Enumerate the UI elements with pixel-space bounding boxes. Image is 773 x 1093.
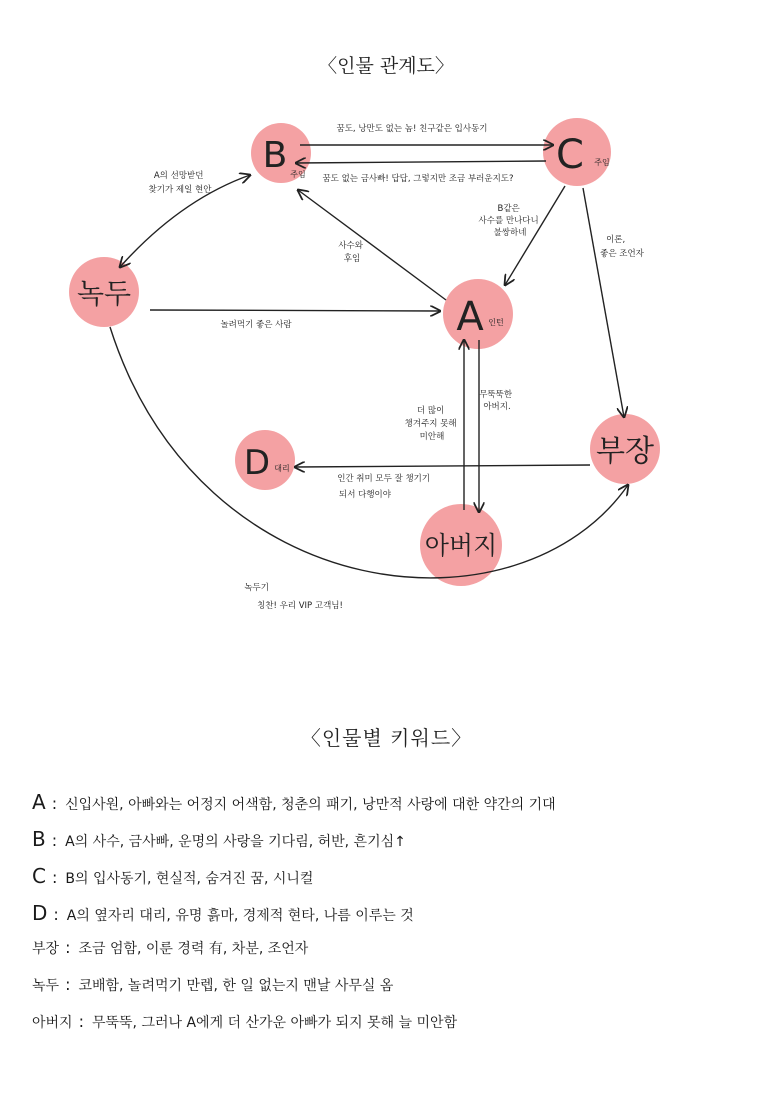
node-B [251,123,311,183]
keyword-separator: : [65,938,71,957]
keyword-text: 무뚝뚝, 그러나 A에게 더 산가운 아빠가 되지 못해 늘 미안함 [91,1015,458,1031]
node-bujang-label: 부장 [596,434,654,469]
node-A [443,279,513,349]
node-C [543,118,611,186]
node-D [235,430,295,490]
edge-label-C-to-bujang: 이론, 좋은 조언자 [600,235,644,259]
edge-A-to-B [298,190,446,300]
edge-nokdu-to-bujang [110,327,628,578]
keyword-list [32,790,762,1049]
node-A-sub: 인턴 [488,318,504,327]
keyword-key: C [32,864,46,888]
keywords-title: 〈인물별 키워드〉 [300,726,473,750]
keyword-row [32,975,762,1012]
edge-label-nokdu-to-B: A의 선망받던 찾기가 제일 현안 [148,171,212,195]
keyword-row [32,827,762,864]
keyword-separator: : [65,975,71,994]
edge-label-C-to-B: 꿈도 없는 금사빠! 답답, 그렇지만 조금 부러운지도? [322,174,514,184]
keyword-row [32,901,762,938]
node-nokdu [69,257,139,327]
keyword-separator: : [51,794,58,813]
edge-label-bujang-to-D: 인간 취미 모두 잘 챙기기 되서 다행이야 [337,474,431,500]
edge-label-nokdu-to-A: 놀려먹기 좋은 사람 [220,320,292,330]
keyword-separator: : [53,905,59,924]
edge-label-C-to-A: B같은 사수를 만나다니 불쌍하네 [478,204,539,238]
node-C-label: C [556,132,584,178]
edge-nokdu-to-A [150,310,440,311]
keyword-row [32,790,762,827]
node-nokdu-label: 녹두 [76,277,132,310]
keyword-key: D [32,901,48,925]
node-bujang [590,414,660,484]
keyword-text: 조금 엄함, 이룬 경력 有, 차분, 조언자 [78,941,309,957]
keyword-text: A의 옆자리 대리, 유명 흙마, 경제적 현타, 나름 이루는 것 [66,908,414,924]
keyword-row [32,864,762,901]
edge-C-to-B [296,161,546,163]
edge-label-nokdu-to-bujang: 녹두기 칭찬! 우리 VIP 고객님! [244,583,343,611]
keyword-key: A [32,790,46,814]
edge-bujang-to-D [295,465,590,467]
edge-label-A-to-B: 사수와 후임 [338,241,363,264]
edge-label-father-to-A: 더 많이 챙겨주지 못해 미안해 [404,406,457,442]
node-A-label: A [456,294,484,340]
node-father [420,504,502,586]
node-father-label: 아버지 [424,531,498,560]
keyword-text: 코배함, 놀려먹기 만렙, 한 일 없는지 맨날 사무실 옴 [78,978,394,994]
node-D-sub: 대리 [274,464,290,473]
node-B-sub: 주임 [290,170,306,179]
node-D-label: D [243,443,271,483]
keyword-separator: : [51,868,58,887]
node-B-label: B [262,135,288,176]
keyword-key: 녹두 [32,978,60,994]
keyword-key: 부장 [32,941,60,957]
keyword-row [32,1012,762,1049]
diagram-title: 〈인물 관계도〉 [318,55,454,77]
keyword-text: B의 입사동기, 현실적, 숨겨진 꿈, 시니컬 [65,871,314,887]
keyword-separator: : [51,831,58,850]
keyword-separator: : [78,1012,84,1031]
keyword-text: A의 사수, 금사빠, 운명의 사랑을 기다림, 허반, 흔기심↑ [65,834,406,850]
node-C-sub: 주임 [594,158,610,167]
keyword-key: B [32,827,46,851]
keyword-key: 아버지 [32,1015,73,1031]
edge-label-A-to-father: 무뚝뚝한 아버지. [479,390,513,412]
edge-label-B-to-C: 꿈도, 낭만도 없는 놈! 친구같은 입사동기 [336,124,488,134]
keyword-row [32,938,762,975]
keyword-text: 신입사원, 아빠와는 어정지 어색함, 청춘의 패기, 낭만적 사랑에 대한 약간의 기대 [65,797,556,813]
edge-C-to-bujang [583,188,624,417]
